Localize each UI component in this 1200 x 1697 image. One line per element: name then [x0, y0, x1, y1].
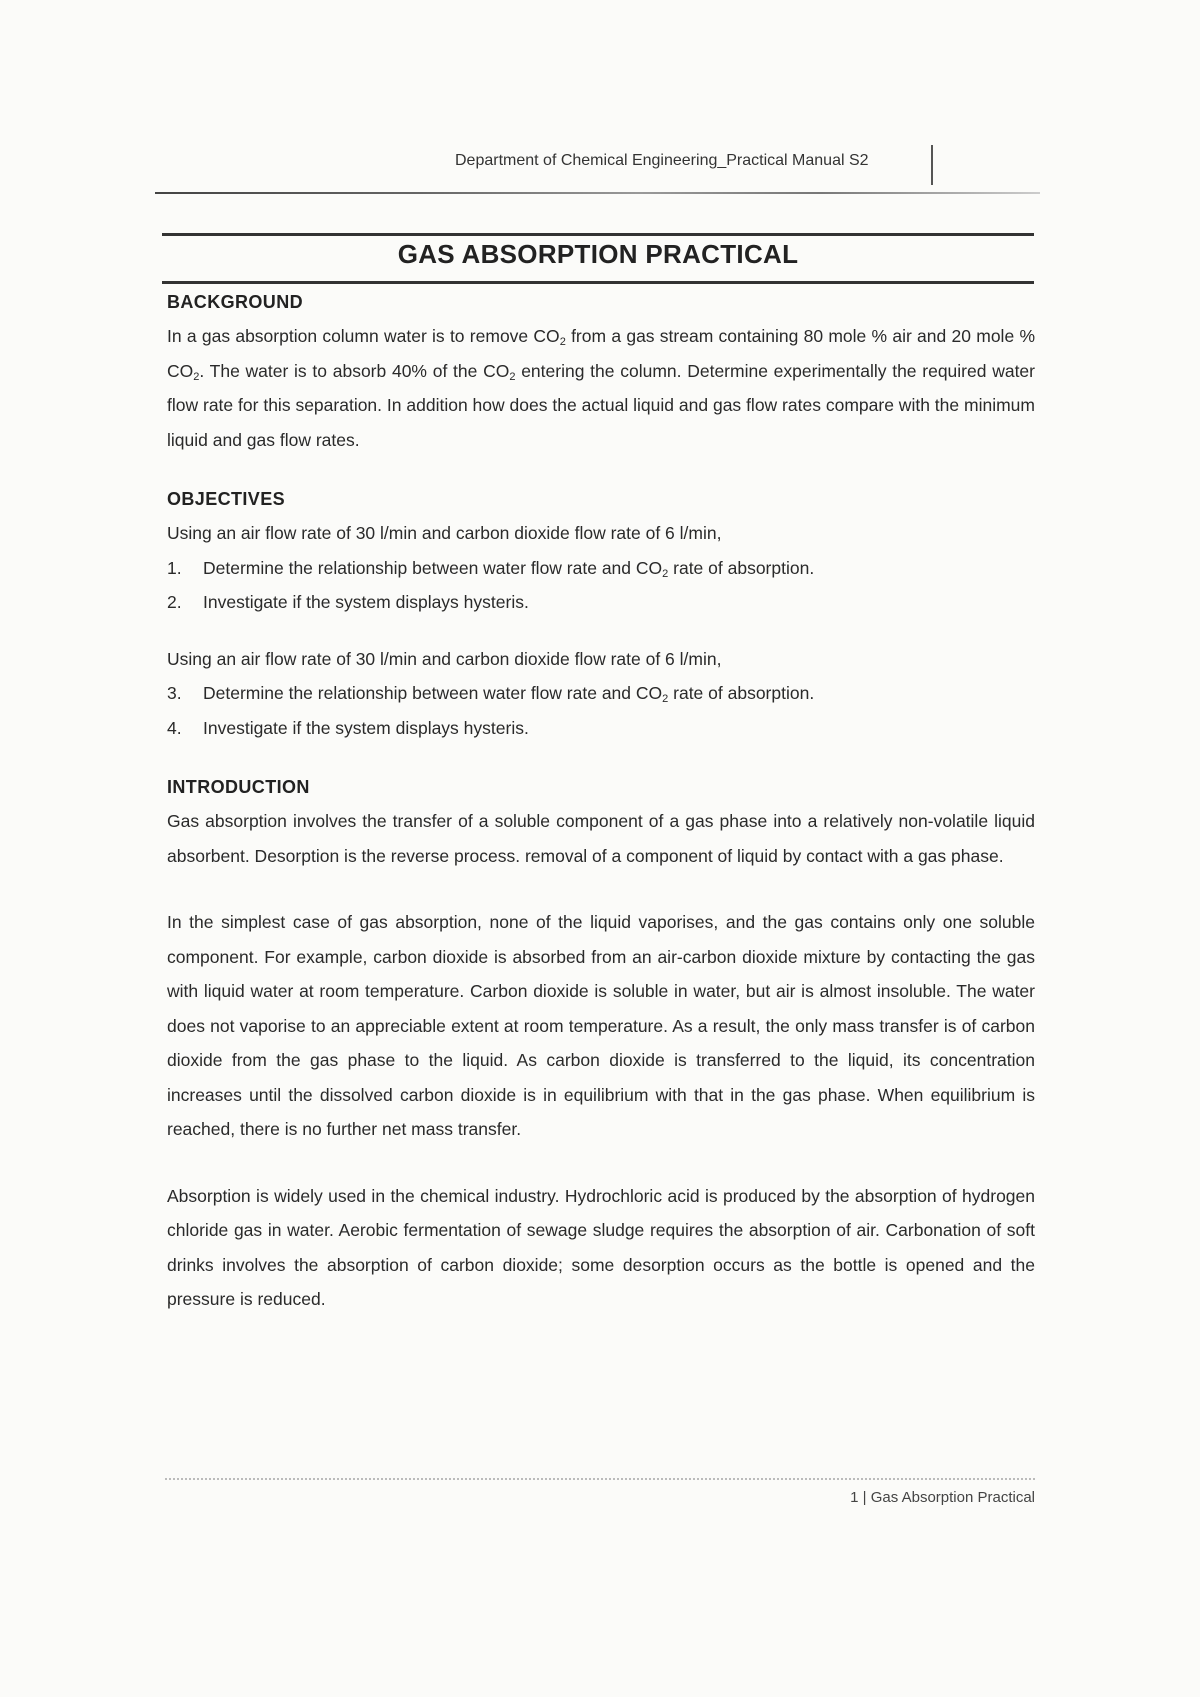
co2-subscript: 2 — [193, 370, 200, 383]
objectives-section — [167, 489, 1035, 745]
running-header: Department of Chemical Engineering_Practical Manual S2 — [455, 152, 869, 169]
introduction-paragraph-2: In the simplest case of gas absorption, none of the liquid vaporises, and the gas contains only one soluble component. For example, carbon dioxide is absorbed from an air-carbon dioxide mixture by contacting the gas with liquid water at room temperature. Carbon dioxide is soluble in water, but air is almost insoluble. The water does not vaporise to an appreciable extent at room temperature. As a result, the only mass transfer is of carbon dioxide from the gas phase to the liquid. As carbon dioxide is transferred to the liquid, its concentration increases until the dissolved carbon dioxide is in equilibrium with that in the gas phase. When equilibrium is reached, there is no further net mass transfer. — [167, 912, 1035, 1139]
background-section — [167, 292, 1035, 457]
page-title: GAS ABSORPTION PRACTICAL — [397, 239, 799, 269]
co2-subscript: 2 — [662, 567, 669, 580]
objectives-intro-2: Using an air flow rate of 30 l/min and carbon dioxide flow rate of 6 l/min, — [167, 648, 722, 669]
co2-subscript: 2 — [509, 370, 516, 383]
objective-number: 3. — [167, 683, 182, 703]
objective-item — [167, 676, 1035, 711]
introduction-heading: INTRODUCTION — [167, 777, 310, 797]
background-text-2: from a gas stream containing 80 mole % air and 20 mole % CO — [167, 326, 1036, 381]
title-rule-top — [162, 233, 1034, 236]
footer-rule — [165, 1478, 1035, 1480]
objective-number: 2. — [167, 592, 182, 612]
objective-number: 1. — [167, 557, 182, 578]
background-text-4: entering the column. Determine experimentally the required water flow rate for this separation. In addition how does the actual liquid and gas flow rates compare with the minimum liquid and gas flow rates. — [167, 360, 1035, 450]
header-divider-mark — [931, 145, 933, 185]
document-body — [167, 292, 1035, 1317]
introduction-section — [167, 777, 1035, 1317]
introduction-paragraph-1: Gas absorption involves the transfer of a soluble component of a gas phase into a relatively non-volatile liquid absorbent. Desorption is the reverse process. removal of a component of liquid by contact with a gas phase. — [167, 811, 1035, 866]
objective-text: Investigate if the system displays hysteris. — [203, 592, 529, 612]
background-heading: BACKGROUND — [167, 292, 303, 312]
header-rule — [155, 192, 1040, 194]
objective-text: Determine the relationship between water flow rate and $CO_2$ rate of absorption. — [203, 557, 815, 580]
background-text-1: In a gas absorption column water is to remove CO — [167, 326, 560, 346]
objective-number: 4. — [167, 717, 182, 738]
objective-item — [167, 551, 1035, 586]
objective-item — [167, 711, 1035, 746]
title-rule-bottom — [162, 281, 1034, 284]
introduction-paragraph-3: Absorption is widely used in the chemical industry. Hydrochloric acid is produced by the absorption of hydrogen chloride gas in water. Aerobic fermentation of sewage sludge requires the absorption of air. Carbonation of soft drinks involves the absorption of carbon dioxide; some desorption occurs as the bottle is opened and the pressure is reduced. — [167, 1185, 1035, 1309]
co2-subscript: 2 — [559, 336, 566, 348]
background-text-3: . The water is to absorb 40% of the CO — [199, 360, 510, 381]
objectives-heading: OBJECTIVES — [167, 489, 286, 509]
objective-text: Investigate if the system displays hysteris. — [203, 717, 529, 738]
objectives-intro-1: Using an air flow rate of 30 l/min and carbon dioxide flow rate of 6 l/min, — [167, 523, 722, 543]
page-footer: 1 | Gas Absorption Practical — [850, 1489, 1035, 1506]
co2-subscript: 2 — [662, 693, 669, 705]
background-paragraph — [167, 319, 1035, 457]
objective-text: Determine the relationship between water flow rate and $CO_2$ rate of absorption. — [203, 683, 815, 705]
objective-item — [167, 585, 1035, 620]
